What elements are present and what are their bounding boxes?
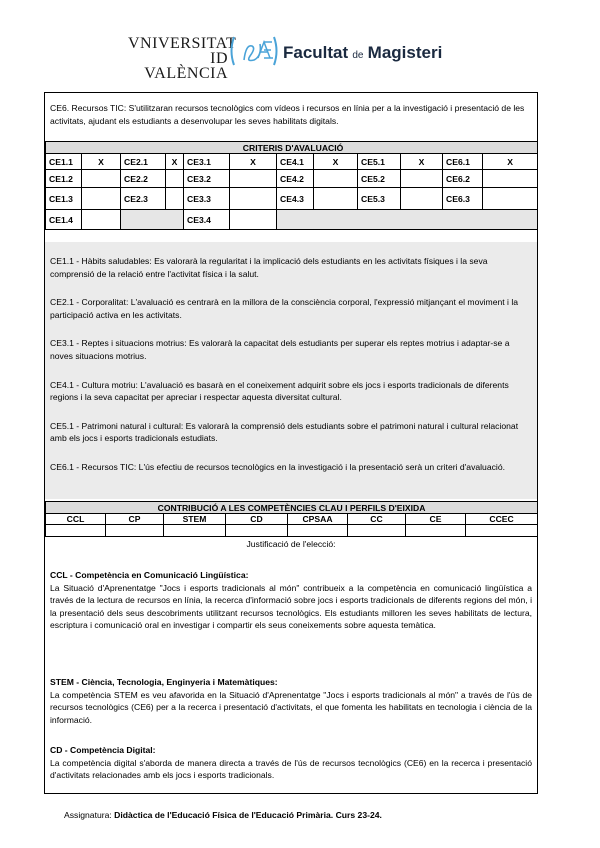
justification-heading: STEM - Ciència, Tecnologia, Enginyeria i Matemàtiques: — [50, 677, 278, 687]
table-row — [46, 188, 538, 210]
criterion-description: CE1.1 - Hàbits saludables: Es valorarà la regularitat i la implicació dels estudiants en les activitats físiques i la seva comprensió de la relació entre l'activitat física i la salut. — [50, 256, 488, 279]
criterion-cell: CE3.3 — [184, 188, 230, 210]
competences-table — [45, 501, 538, 537]
criterion-mark — [82, 188, 121, 210]
criterion-cell: CE2.1 — [121, 154, 166, 170]
page-header — [0, 0, 600, 92]
criterion-cell: CE1.1 — [46, 154, 82, 170]
criterion-cell: CE6.1 — [443, 154, 483, 170]
criterion-mark — [483, 170, 538, 188]
competence-cell — [106, 525, 164, 537]
criterion-mark — [230, 170, 277, 188]
university-line2: ID VALÈNCIA — [144, 50, 228, 82]
criterion-mark: X — [82, 154, 121, 170]
criterion-mark — [230, 188, 277, 210]
faculty-word1: Facultat — [283, 43, 349, 62]
criterion-mark: X — [401, 154, 443, 170]
criterion-cell: CE5.1 — [358, 154, 401, 170]
faculty-de: de — [352, 50, 364, 61]
criterion-mark: X — [166, 154, 184, 170]
criterion-mark — [483, 188, 538, 210]
criterion-mark — [314, 170, 358, 188]
competence-cell — [406, 525, 466, 537]
criterion-mark — [82, 210, 121, 230]
university-name — [128, 35, 237, 82]
university-emblem-icon — [228, 34, 280, 68]
criterion-cell: CE4.3 — [277, 188, 314, 210]
criterion-mark: X — [230, 154, 277, 170]
criterion-mark: X — [483, 154, 538, 170]
criterion-cell: CE6.3 — [443, 188, 483, 210]
criterion-description: CE5.1 - Patrimoni natural i cultural: Es valorarà la comprensió dels estudiants sobre el patrimoni natural i cultural relacionat amb els jocs i esports tradicionals estudiats. — [50, 420, 519, 444]
competence-header: CCEC — [466, 514, 538, 525]
criterion-cell — [277, 210, 538, 230]
criterion-cell: CE1.4 — [46, 210, 82, 230]
competence-header: CE — [406, 514, 466, 525]
criterion-mark: X — [314, 154, 358, 170]
criterion-mark — [401, 170, 443, 188]
criterion-mark — [82, 170, 121, 188]
intro-section — [45, 93, 537, 141]
page-footer — [64, 810, 382, 820]
competence-cell — [46, 525, 106, 537]
footer-text: Didàctica de l'Educació Física de l'Educació Primària. Curs 23-24. — [114, 810, 382, 820]
justification-cd — [50, 744, 532, 782]
competence-cell — [164, 525, 226, 537]
table-row — [46, 170, 538, 188]
competence-cell — [288, 525, 348, 537]
criterion-description: CE4.1 - Cultura motriu: L'avaluació es basarà en el coneixement adquirit sobre els jocs i esports tradicionals de diferents regions i la seva capacitat per apreciar i respectar aquesta diversitat cultural. — [50, 379, 509, 403]
competence-header: CP — [106, 514, 164, 525]
competence-header: CPSAA — [288, 514, 348, 525]
criterion-mark — [166, 170, 184, 188]
criterion-cell: CE1.3 — [46, 188, 82, 210]
competence-header: STEM — [164, 514, 226, 525]
criterion-mark — [230, 210, 277, 230]
competences-table-title: CONTRIBUCIÓ A LES COMPETÈNCIES CLAU I PERFILS D'EIXIDA — [46, 502, 538, 514]
criteria-descriptions — [45, 242, 537, 499]
table-row — [46, 154, 538, 170]
criterion-description: CE2.1 - Corporalitat: L'avaluació es centrarà en la millora de la consciència corporal, l'expressió mitjançant el moviment i la participació activa en les activitats. — [50, 297, 519, 320]
evaluation-frame — [44, 92, 538, 794]
faculty-name — [283, 43, 442, 63]
table-row — [46, 514, 538, 525]
criteria-table — [45, 141, 538, 230]
intro-text: CE6. Recursos TIC: S'utilitzaran recursos tecnològics com vídeos i recursos en línia per a la investigació i presentació de les activitats, ajudant els estudiants a desenvolupar les seves habilitats digitals. — [50, 103, 525, 126]
competence-header: CD — [226, 514, 288, 525]
criterion-cell: CE2.2 — [121, 170, 166, 188]
criterion-cell: CE4.1 — [277, 154, 314, 170]
justification-heading: CCL - Competència en Comunicació Lingüística: — [50, 570, 249, 580]
criterion-cell: CE1.2 — [46, 170, 82, 188]
justification-text: La competència digital s'aborda de manera directa a través de l'ús de recursos tecnològics (CE6) en la recerca i presentació d'activitats relacionades amb els jocs i esports tradicionals. — [50, 757, 532, 781]
table-row — [46, 210, 538, 230]
competence-header: CC — [348, 514, 406, 525]
criterion-cell: CE5.2 — [358, 170, 401, 188]
competence-cell — [226, 525, 288, 537]
criterion-cell: CE3.2 — [184, 170, 230, 188]
competence-cell — [466, 525, 538, 537]
competence-cell — [348, 525, 406, 537]
criterion-cell: CE3.1 — [184, 154, 230, 170]
faculty-word2: Magisteri — [367, 43, 443, 62]
university-line1: VNIVERSITAT — [128, 35, 237, 52]
criterion-mark — [401, 188, 443, 210]
criterion-cell: CE6.2 — [443, 170, 483, 188]
criterion-cell: CE3.4 — [184, 210, 230, 230]
table-row — [46, 525, 538, 537]
footer-label: Assignatura: — [64, 810, 112, 820]
criterion-cell: CE2.3 — [121, 188, 166, 210]
justification-stem — [50, 676, 532, 726]
competence-header: CCL — [46, 514, 106, 525]
justification-title: Justificació de l'elecció: — [246, 539, 336, 549]
criterion-description: CE6.1 - Recursos TIC: L'ús efectiu de recursos tecnològics en la investigació i la presentació serà un criteri d'avaluació. — [50, 461, 505, 472]
criterion-cell — [121, 210, 184, 230]
criterion-mark — [314, 188, 358, 210]
justification-text: La Situació d'Aprenentatge "Jocs i esports tradicionals al món" contribueix a la competència en comunicació lingüística a través de la lectura de recursos en línia, la recerca d'informació sobre jocs i esports tradicionals de diferents regions del món, i la presentació dels seus descobriments utilitzant recursos tecnològics. Els estudiants milloren les seves habilitats de lectura, escriptura i comunicació oral en investigar i compartir els seus coneixements sobre aquesta temàtica. — [50, 582, 532, 631]
justification-ccl — [50, 569, 532, 632]
criterion-mark — [166, 188, 184, 210]
criterion-description: CE3.1 - Reptes i situacions motrius: Es valorarà la capacitat dels estudiants per superar els reptes motrius i adaptar-se a noves situacions motrius. — [50, 338, 510, 361]
criterion-cell: CE5.3 — [358, 188, 401, 210]
criteria-table-title: CRITERIS D'AVALUACIÓ — [46, 142, 538, 154]
justification-text: La competència STEM es veu afavorida en la Situació d'Aprenentatge "Jocs i esports tradicionals al món" a través de l'ús de recursos tecnològics (CE6) per a la recerca i presentació d'activitats, el que fomenta les habilitats en tecnologia i ciència de la informació. — [50, 689, 532, 725]
justification-heading: CD - Competència Digital: — [50, 745, 156, 755]
criterion-cell: CE4.2 — [277, 170, 314, 188]
